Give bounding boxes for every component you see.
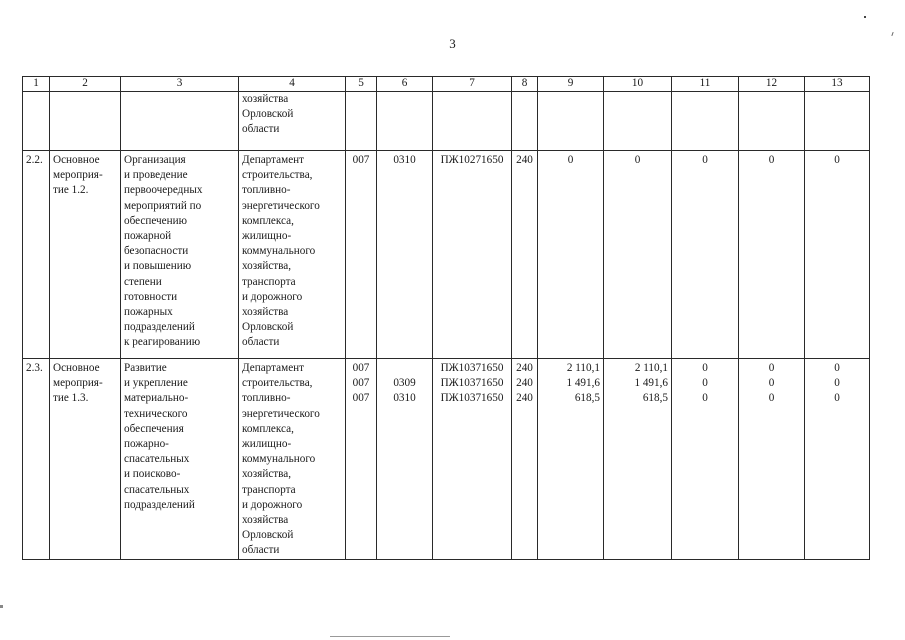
header-cell: 5 — [346, 77, 377, 92]
header-cell: 13 — [805, 77, 870, 92]
cell-grbs: 007 007 007 — [346, 359, 377, 560]
cell-value: 0 — [672, 151, 739, 359]
cell-value: 0 0 0 — [672, 359, 739, 560]
table-header-row — [23, 77, 870, 92]
cell-vr: 240 240 240 — [512, 359, 538, 560]
cell-target — [433, 92, 512, 151]
cell-value — [604, 92, 672, 151]
scan-speck — [0, 605, 3, 608]
budget-table — [22, 76, 870, 560]
header-cell: 6 — [377, 77, 433, 92]
cell-value — [805, 92, 870, 151]
cell-description: Развитие и укрепление материально- технического обеспечения пожарно- спасательных и поисково- спасательных подразделений — [121, 359, 239, 560]
cell-value: 0 0 0 — [805, 359, 870, 560]
cell-value: 0 — [805, 151, 870, 359]
cell-section: 0309 0310 — [377, 359, 433, 560]
cell-value: 2 110,1 1 491,6 618,5 — [604, 359, 672, 560]
cell-number: 2.3. — [23, 359, 50, 560]
cell-value — [672, 92, 739, 151]
table-row — [23, 359, 870, 560]
page-number: 3 — [449, 36, 456, 51]
cell-executor: Департамент строительства, топливно- энергетического комплекса, жилищно- коммунального хозяйства, транспорта и дорожного хозяйства Орловской области — [239, 359, 346, 560]
cell-description: Организация и проведение первоочередных мероприятий по обеспечению пожарной безопасности и повышению степени готовности пожарных подразделений к реагированию — [121, 151, 239, 359]
cell-vr — [512, 92, 538, 151]
cell-executor: Департамент строительства, топливно- энергетического комплекса, жилищно- коммунального хозяйства, транспорта и дорожного хозяйства Орловской области — [239, 151, 346, 359]
cell-activity: Основное мероприя- тие 1.2. — [50, 151, 121, 359]
header-cell: 1 — [23, 77, 50, 92]
cell-activity: Основное мероприя- тие 1.3. — [50, 359, 121, 560]
cell-grbs — [346, 92, 377, 151]
table-row — [23, 92, 870, 151]
cell-target: ПЖ10371650 ПЖ10371650 ПЖ10371650 — [433, 359, 512, 560]
cell-section: 0310 — [377, 151, 433, 359]
header-cell: 11 — [672, 77, 739, 92]
cell-value: 0 — [604, 151, 672, 359]
header-cell: 2 — [50, 77, 121, 92]
header-cell: 4 — [239, 77, 346, 92]
cell-activity — [50, 92, 121, 151]
cell-value — [538, 92, 604, 151]
cell-value: 2 110,1 1 491,6 618,5 — [538, 359, 604, 560]
cell-value: 0 0 0 — [739, 359, 805, 560]
cell-value: 0 — [739, 151, 805, 359]
header-cell: 12 — [739, 77, 805, 92]
header-cell: 10 — [604, 77, 672, 92]
cell-value: 0 — [538, 151, 604, 359]
scan-speck — [864, 16, 866, 18]
header-cell: 7 — [433, 77, 512, 92]
cell-description — [121, 92, 239, 151]
cell-target: ПЖ10271650 — [433, 151, 512, 359]
header-cell: 3 — [121, 77, 239, 92]
header-cell: 8 — [512, 77, 538, 92]
scan-edge-line — [330, 636, 450, 637]
cell-value — [739, 92, 805, 151]
cell-section — [377, 92, 433, 151]
cell-executor: хозяйства Орловской области — [239, 92, 346, 151]
cell-number — [23, 92, 50, 151]
cell-grbs: 007 — [346, 151, 377, 359]
table-row — [23, 151, 870, 359]
header-cell: 9 — [538, 77, 604, 92]
cell-vr: 240 — [512, 151, 538, 359]
cell-number: 2.2. — [23, 151, 50, 359]
